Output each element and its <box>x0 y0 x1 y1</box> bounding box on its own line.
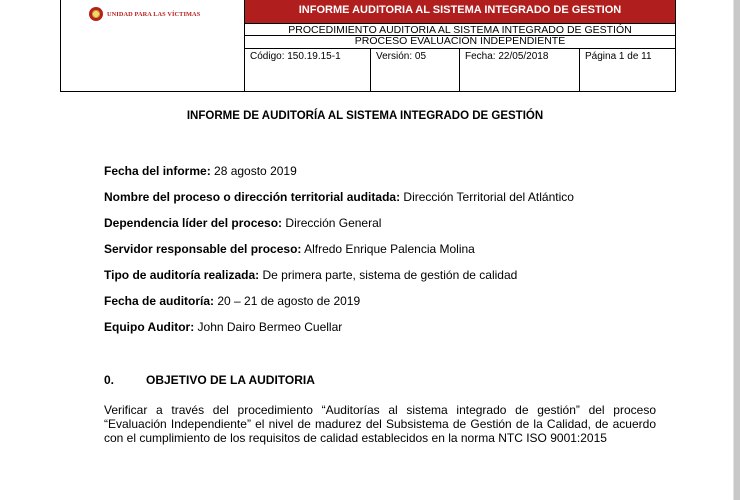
organization-logo <box>89 7 200 21</box>
field-label: Equipo Auditor: <box>104 320 195 334</box>
logo-text: UNIDAD PARA LAS VÍCTIMAS <box>107 10 201 18</box>
field-audit-date <box>104 294 360 308</box>
header-date: Fecha: 22/05/2018 <box>460 49 580 91</box>
field-value: De primera parte, sistema de gestión de calidad <box>259 268 518 282</box>
section-paragraph: Verificar a través del procedimiento “Auditorías al sistema integrado de gestión” del proceso “Evaluación Independiente” el nivel de madurez del Subsistema de Gestión de la Calidad, de acuerdo con el cumplimiento de los requisitos de calidad establecidos en la norma NTC ISO 9001:2015 <box>104 403 656 445</box>
field-audit-type <box>104 268 517 282</box>
field-lead-dependency <box>104 216 381 230</box>
field-value: 20 – 21 de agosto de 2019 <box>214 294 361 308</box>
field-value: Dirección Territorial del Atlántico <box>400 190 574 204</box>
field-value: Alfredo Enrique Palencia Molina <box>301 242 475 256</box>
page-edge-scrollbar[interactable] <box>734 0 740 500</box>
field-process-name <box>104 190 574 204</box>
field-label: Fecha del informe: <box>104 164 211 178</box>
header-band-title: INFORME AUDITORIA AL SISTEMA INTEGRADO DE GESTION <box>245 0 675 23</box>
field-report-date <box>104 164 297 178</box>
header-control-row <box>245 48 675 91</box>
field-value: Dirección General <box>282 216 382 230</box>
field-label: Fecha de auditoría: <box>104 294 215 308</box>
header-version: Versión: 05 <box>371 49 460 91</box>
document-title: INFORME DE AUDITORÍA AL SISTEMA INTEGRADO DE GESTIÓN <box>186 110 544 122</box>
field-label: Tipo de auditoría realizada: <box>104 268 260 282</box>
field-label: Servidor responsable del proceso: <box>104 242 302 256</box>
field-audit-team <box>104 320 342 334</box>
field-label: Dependencia líder del proceso: <box>104 216 283 230</box>
field-responsible-servant <box>104 242 475 256</box>
header-code: Código: 150.19.15-1 <box>245 49 371 91</box>
section-heading <box>104 373 315 387</box>
section-title: OBJETIVO DE LA AUDITORIA <box>146 373 315 387</box>
header-procedure: PROCEDIMIENTO AUDITORIA AL SISTEMA INTEGRADO DE GESTIÓN <box>245 23 675 36</box>
field-value: John Dairo Bermeo Cuellar <box>194 320 343 334</box>
document-header-table <box>60 0 676 92</box>
header-process: PROCESO EVALUACIÓN INDEPENDIENTE <box>354 35 566 47</box>
field-label: Nombre del proceso o dirección territorial auditada: <box>104 190 401 204</box>
coat-of-arms-icon <box>89 7 103 21</box>
logo-cell <box>61 0 245 91</box>
section-number: 0. <box>104 373 115 387</box>
header-page: Página 1 de 11 <box>585 51 652 62</box>
field-value: 28 agosto 2019 <box>210 164 297 178</box>
